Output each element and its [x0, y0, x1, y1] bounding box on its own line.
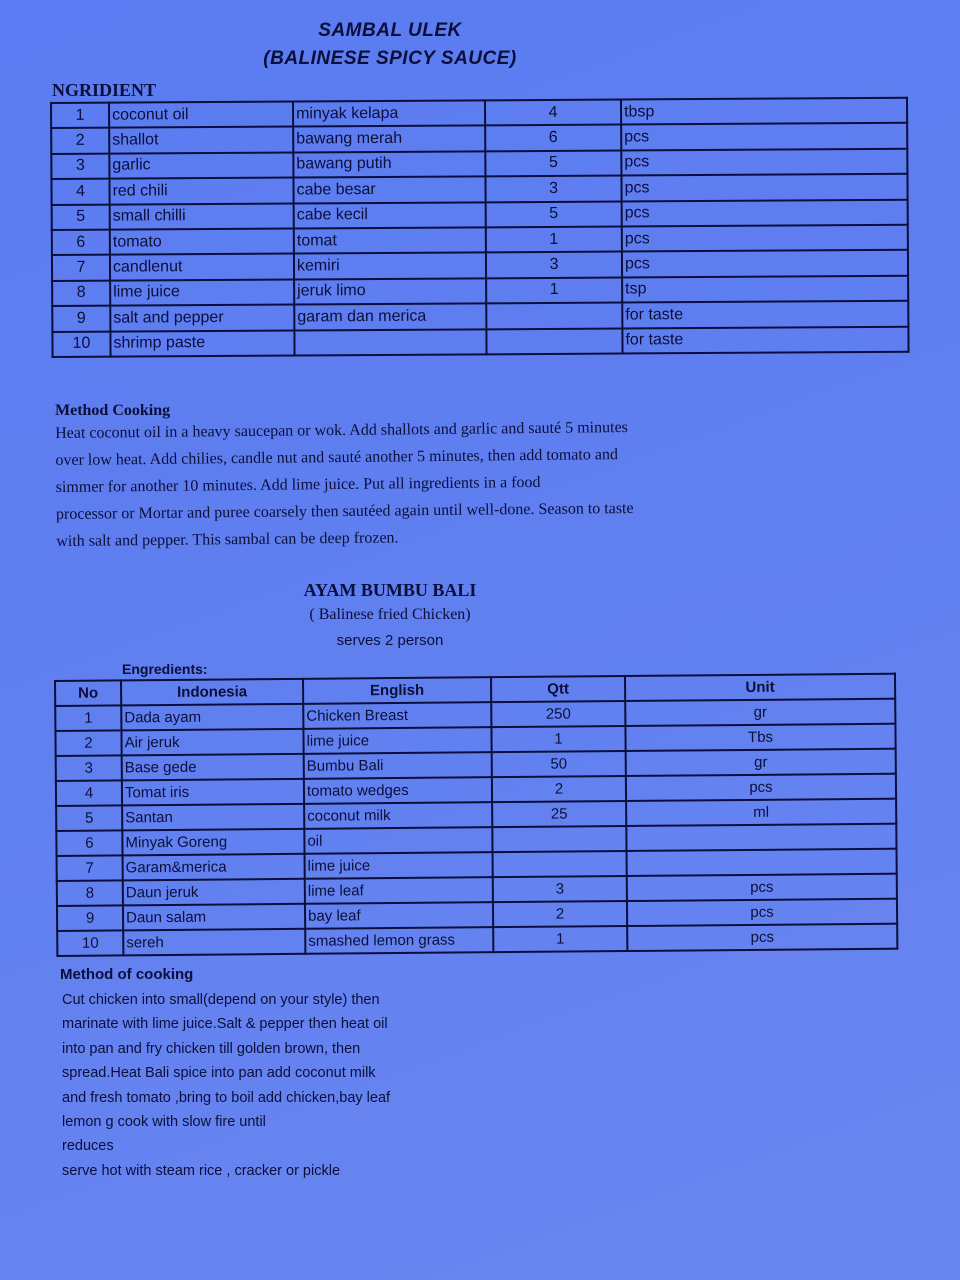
cell-no: 1 — [51, 103, 109, 129]
cell-indonesia: Tomat iris — [122, 779, 304, 806]
cell-indonesia: Minyak Goreng — [122, 829, 304, 856]
cell-qty: 1 — [493, 926, 627, 952]
cell-unit: pcs — [622, 225, 908, 252]
method-line: with salt and pepper. This sambal can be deep frozen. — [56, 529, 399, 550]
cell-no: 9 — [57, 905, 123, 931]
cell-unit: tsp — [622, 275, 908, 302]
recipe2-method-heading: Method of cooking — [60, 966, 194, 983]
cell-qty: 5 — [485, 150, 621, 176]
cell-unit: ml — [626, 799, 896, 826]
method-line: marinate with lime juice.Salt & pepper then heat oil — [62, 1016, 388, 1033]
cell-qty: 6 — [485, 125, 621, 151]
cell-english: red chili — [109, 178, 293, 205]
cell-no: 3 — [51, 153, 109, 179]
header-no: No — [55, 680, 121, 706]
method-line: spread.Heat Bali spice into pan add coconut milk — [62, 1065, 376, 1082]
cell-qty: 3 — [485, 176, 621, 202]
cell-unit: pcs — [627, 924, 897, 951]
cell-unit: gr — [625, 699, 895, 726]
cell-qty — [486, 328, 622, 354]
cell-indonesian: garam dan merica — [294, 303, 486, 330]
cell-indonesian: bawang putih — [293, 151, 485, 178]
recipe2-subtitle: ( Balinese fried Chicken) — [309, 606, 471, 623]
cell-indonesian: minyak kelapa — [293, 100, 485, 127]
cell-unit: gr — [626, 749, 896, 776]
cell-no: 6 — [56, 830, 122, 856]
cell-indonesia: Santan — [122, 804, 304, 831]
cell-indonesia: Daun jeruk — [123, 879, 305, 906]
cell-indonesia: sereh — [123, 929, 305, 956]
recipe1-ingredients-label: NGRIDIENT — [52, 80, 157, 100]
cell-english: Bumbu Bali — [304, 752, 492, 779]
cell-qty: 1 — [491, 726, 625, 752]
recipe1-method-heading: Method Cooking — [55, 402, 171, 419]
cell-english: garlic — [109, 152, 293, 179]
cell-unit: pcs — [627, 874, 897, 901]
cell-qty: 2 — [492, 776, 626, 802]
cell-qty: 2 — [493, 901, 627, 927]
table-row — [52, 326, 908, 357]
method-line: and fresh tomato ,bring to boil add chicken,bay leaf — [62, 1089, 391, 1106]
cell-english: lime leaf — [305, 877, 493, 904]
method-line: lemon g cook with slow fire until — [62, 1114, 266, 1131]
cell-qty — [493, 851, 627, 877]
cell-indonesia: Garam&merica — [123, 854, 305, 881]
header-unit: Unit — [625, 674, 895, 701]
recipe2-ingredients-label: Engredients: — [122, 661, 208, 677]
cell-qty: 25 — [492, 801, 626, 827]
cell-english: lime juice — [303, 727, 491, 754]
cell-no: 4 — [51, 179, 109, 205]
cell-no: 4 — [56, 780, 122, 806]
cell-unit: pcs — [621, 123, 907, 150]
recipe1-subtitle: (BALINESE SPICY SAUCE) — [263, 48, 517, 69]
header-indonesia: Indonesia — [121, 679, 303, 706]
cell-indonesian: jeruk limo — [294, 278, 486, 305]
method-line: simmer for another 10 minutes. Add lime juice. Put all ingredients in a food — [55, 473, 541, 496]
cell-no: 10 — [57, 930, 123, 956]
cell-indonesian: bawang merah — [293, 126, 485, 153]
cell-english: coconut milk — [304, 802, 492, 829]
cell-unit: pcs — [621, 174, 907, 201]
cell-unit: for taste — [622, 326, 908, 353]
method-line: Cut chicken into small(depend on your style) then — [62, 992, 380, 1008]
cell-no: 10 — [52, 331, 110, 357]
header-qty: Qtt — [491, 676, 625, 702]
recipe2-serves: serves 2 person — [336, 632, 444, 649]
cell-unit: Tbs — [625, 724, 895, 751]
method-line: reduces — [62, 1138, 114, 1155]
cell-english: lime juice — [110, 279, 294, 306]
cell-english: small chilli — [110, 203, 294, 230]
cell-qty — [486, 303, 622, 329]
cell-no: 7 — [52, 255, 110, 281]
cell-indonesia: Air jeruk — [121, 729, 303, 756]
cell-english: tomato — [110, 228, 294, 255]
cell-qty: 3 — [493, 876, 627, 902]
cell-qty: 250 — [491, 701, 625, 727]
cell-indonesian — [294, 329, 486, 356]
cell-unit: pcs — [626, 774, 896, 801]
cell-no: 3 — [56, 755, 122, 781]
method-line: processor or Mortar and puree coarsely then sautéed again until well-done. Season to taste — [55, 499, 634, 523]
cell-english: coconut oil — [109, 102, 293, 129]
cell-english: tomato wedges — [304, 777, 492, 804]
cell-qty: 5 — [486, 201, 622, 227]
cell-no: 5 — [52, 204, 110, 230]
recipe2-title: AYAM BUMBU BALI — [303, 580, 477, 600]
cell-no: 6 — [52, 230, 110, 256]
cell-english: shrimp paste — [110, 330, 294, 357]
cell-unit: pcs — [622, 199, 908, 226]
cell-english: smashed lemon grass — [305, 927, 493, 954]
cell-qty: 1 — [486, 277, 622, 303]
cell-qty: 50 — [492, 751, 626, 777]
cell-unit — [626, 824, 896, 851]
cell-english: shallot — [109, 127, 293, 154]
cell-unit: for taste — [622, 301, 908, 328]
cell-no: 7 — [57, 855, 123, 881]
cell-no: 1 — [55, 705, 121, 731]
cell-unit: pcs — [621, 149, 907, 176]
cell-no: 2 — [55, 730, 121, 756]
cell-unit: tbsp — [621, 98, 907, 125]
recipe2-method-text — [62, 988, 482, 1183]
cell-english: candlenut — [110, 254, 294, 281]
cell-qty: 4 — [485, 100, 621, 126]
recipe1-title: SAMBAL ULEK — [318, 20, 462, 41]
cell-english: oil — [304, 827, 492, 854]
cell-indonesian: kemiri — [294, 253, 486, 280]
method-line: over low heat. Add chilies, candle nut and sauté another 5 minutes, then add tomato and — [55, 446, 618, 469]
cell-no: 9 — [52, 306, 110, 332]
cell-unit — [627, 849, 897, 876]
cell-unit: pcs — [627, 899, 897, 926]
cell-qty — [492, 826, 626, 852]
recipe2-ingredients-table — [54, 673, 898, 957]
cell-no: 8 — [57, 880, 123, 906]
method-line: into pan and fry chicken till golden brown, then — [62, 1040, 361, 1057]
cell-indonesia: Dada ayam — [121, 704, 303, 731]
header-english: English — [303, 677, 491, 704]
method-line: serve hot with steam rice , cracker or pickle — [62, 1162, 341, 1179]
cell-no: 2 — [51, 128, 109, 154]
cell-qty: 1 — [486, 226, 622, 252]
cell-english: salt and pepper — [110, 305, 294, 332]
recipe1-method-text — [55, 413, 746, 555]
cell-indonesia: Base gede — [122, 754, 304, 781]
cell-qty: 3 — [486, 252, 622, 278]
cell-indonesian: cabe besar — [293, 177, 485, 204]
cell-indonesian: cabe kecil — [294, 202, 486, 229]
cell-english: bay leaf — [305, 902, 493, 929]
cell-no: 5 — [56, 805, 122, 831]
cell-no: 8 — [52, 280, 110, 306]
cell-unit: pcs — [622, 250, 908, 277]
cell-indonesia: Daun salam — [123, 904, 305, 931]
cell-english: lime juice — [305, 852, 493, 879]
cell-indonesian: tomat — [294, 227, 486, 254]
recipe1-ingredients-table — [50, 97, 910, 358]
method-line: Heat coconut oil in a heavy saucepan or wok. Add shallots and garlic and sauté 5 minutes — [55, 419, 628, 442]
cell-english: Chicken Breast — [303, 702, 491, 729]
